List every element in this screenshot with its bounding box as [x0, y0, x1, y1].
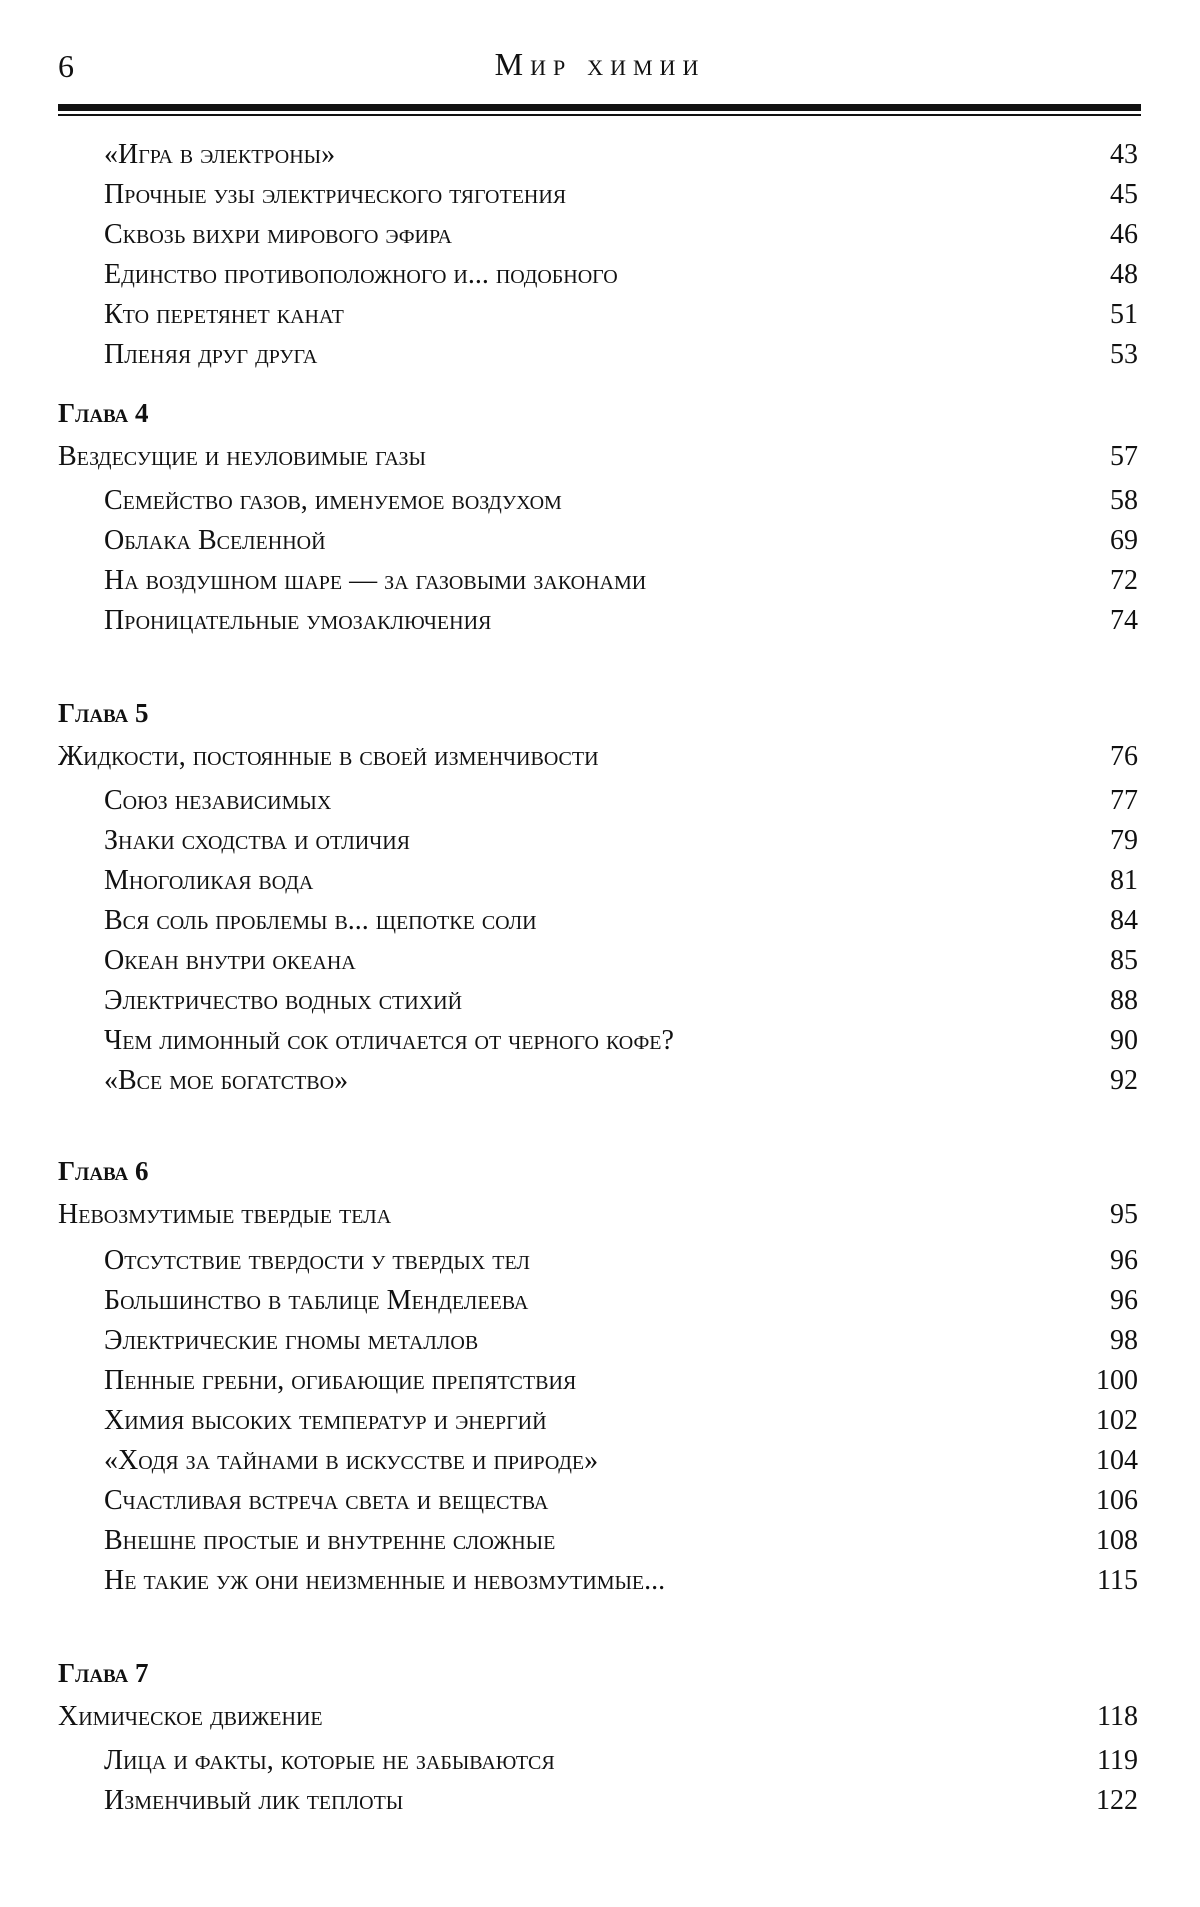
toc-entry-title: Изменчивый лик теплоты	[104, 1785, 404, 1816]
toc-entry-page: 96	[1110, 1285, 1138, 1316]
header-rule-thin	[58, 114, 1141, 116]
toc-entry-title: Невозмутимые твердые тела	[58, 1199, 392, 1230]
toc-entry	[0, 1521, 1200, 1561]
toc-entry-title: Чем лимонный сок отличается от черного кофе?	[104, 1025, 674, 1056]
toc-chapter-title	[0, 437, 1200, 477]
toc-chapter-title	[0, 1697, 1200, 1737]
toc-entry-title: Пленяя друг друга	[104, 339, 318, 370]
toc-entry-title: Отсутствие твердости у твердых тел	[104, 1245, 530, 1276]
toc-entry-page: 98	[1110, 1325, 1138, 1356]
toc-entry	[0, 781, 1200, 821]
toc-entry	[0, 1241, 1200, 1281]
toc-entry-page: 77	[1110, 785, 1138, 816]
toc-entry-page: 57	[1110, 441, 1138, 472]
toc-entry-page: 85	[1110, 945, 1138, 976]
toc-entry	[0, 135, 1200, 175]
toc-entry	[0, 295, 1200, 335]
toc-entry-page: 100	[1096, 1365, 1138, 1396]
toc-entry-title: Облака Вселенной	[104, 525, 326, 556]
toc-entry-page: 119	[1097, 1745, 1138, 1776]
toc-entry-page: 96	[1110, 1245, 1138, 1276]
toc-entry-title: Счастливая встреча света и вещества	[104, 1485, 549, 1516]
page-number: 6	[58, 48, 74, 84]
toc-entry	[0, 1321, 1200, 1361]
toc-entry-page: 79	[1110, 825, 1138, 856]
toc-entry-title: Кто перетянет канат	[104, 299, 344, 330]
toc-entry-page: 92	[1110, 1065, 1138, 1096]
toc-entry-title: «Все мое богатство»	[104, 1065, 349, 1096]
toc-entry-page: 104	[1096, 1445, 1138, 1476]
toc-entry-page: 81	[1110, 865, 1138, 896]
toc-entry-title: «Ходя за тайнами в искусстве и природе»	[104, 1445, 599, 1476]
toc-entry-page: 106	[1096, 1485, 1138, 1516]
toc-entry-page: 53	[1110, 339, 1138, 370]
chapter-heading: Глава 7	[58, 1658, 149, 1688]
toc-entry-title: Океан внутри океана	[104, 945, 356, 976]
toc-entry-page: 90	[1110, 1025, 1138, 1056]
toc-entry-title: Внешне простые и внутренне сложные	[104, 1525, 556, 1556]
toc-entry-title: Жидкости, постоянные в своей изменчивости	[58, 741, 599, 772]
toc-entry-title: Не такие уж они неизменные и невозмутимые...	[104, 1565, 666, 1596]
toc-entry	[0, 1281, 1200, 1321]
toc-entry	[0, 941, 1200, 981]
toc-entry-page: 108	[1096, 1525, 1138, 1556]
toc-entry-title: Прочные узы электрического тяготения	[104, 179, 567, 210]
toc-entry-title: Вездесущие и неуловимые газы	[58, 441, 426, 472]
toc-entry-title: Сквозь вихри мирового эфира	[104, 219, 452, 250]
chapter-heading: Глава 4	[58, 398, 149, 428]
toc-entry-title: Многоликая вода	[104, 865, 314, 896]
toc-entry-page: 74	[1110, 605, 1138, 636]
toc-entry-title: Семейство газов, именуемое воздухом	[104, 485, 562, 516]
header-rule-thick	[58, 104, 1141, 111]
toc-entry	[0, 1441, 1200, 1481]
toc-entry	[0, 1481, 1200, 1521]
toc-entry-page: 58	[1110, 485, 1138, 516]
toc-entry	[0, 175, 1200, 215]
toc-entry	[0, 601, 1200, 641]
toc-entry	[0, 215, 1200, 255]
toc-entry-title: Единство противоположного и... подобного	[104, 259, 618, 290]
toc-entry-title: «Игра в электроны»	[104, 139, 336, 170]
toc-entry-page: 122	[1096, 1785, 1138, 1816]
toc-entry	[0, 861, 1200, 901]
toc-entry-page: 69	[1110, 525, 1138, 556]
toc-entry	[0, 521, 1200, 561]
toc-entry-page: 46	[1110, 219, 1138, 250]
toc-entry-page: 48	[1110, 259, 1138, 290]
toc-entry	[0, 481, 1200, 521]
toc-entry	[0, 1401, 1200, 1441]
toc-entry-page: 45	[1110, 179, 1138, 210]
toc-entry-title: Проницательные умозаключения	[104, 605, 492, 636]
toc-entry	[0, 1741, 1200, 1781]
toc-entry	[0, 1561, 1200, 1601]
toc-entry-title: Союз независимых	[104, 785, 332, 816]
toc-entry-title: Химическое движение	[58, 1701, 323, 1732]
running-title: Мир химии	[494, 46, 706, 82]
toc-entry-page: 43	[1110, 139, 1138, 170]
toc-entry	[0, 255, 1200, 295]
toc-entry	[0, 1021, 1200, 1061]
toc-entry-page: 115	[1097, 1565, 1138, 1596]
toc-entry-page: 118	[1097, 1701, 1138, 1732]
toc-entry-title: Лица и факты, которые не забываются	[104, 1745, 555, 1776]
toc-entry-page: 102	[1096, 1405, 1138, 1436]
toc-entry	[0, 335, 1200, 375]
toc-entry-title: Химия высоких температур и энергий	[104, 1405, 547, 1436]
chapter-heading: Глава 6	[58, 1156, 149, 1186]
toc-entry-page: 76	[1110, 741, 1138, 772]
toc-entry-page: 95	[1110, 1199, 1138, 1230]
toc-entry	[0, 1061, 1200, 1101]
toc-chapter-title	[0, 737, 1200, 777]
toc-entry-title: Вся соль проблемы в... щепотке соли	[104, 905, 537, 936]
toc-entry-title: Знаки сходства и отличия	[104, 825, 411, 856]
toc-entry-page: 72	[1110, 565, 1138, 596]
toc-entry-title: Пенные гребни, огибающие препятствия	[104, 1365, 577, 1396]
toc-entry	[0, 561, 1200, 601]
toc-entry-page: 88	[1110, 985, 1138, 1016]
toc-entry	[0, 901, 1200, 941]
chapter-heading: Глава 5	[58, 698, 149, 728]
toc-entry-page: 51	[1110, 299, 1138, 330]
toc-entry-title: Большинство в таблице Менделеева	[104, 1285, 529, 1316]
toc-entry-title: Электричество водных стихий	[104, 985, 463, 1016]
toc-chapter-title	[0, 1195, 1200, 1235]
toc-entry	[0, 1361, 1200, 1401]
toc-entry	[0, 821, 1200, 861]
toc-entry-title: Электрические гномы металлов	[104, 1325, 479, 1356]
toc-entry	[0, 981, 1200, 1021]
toc-entry-title: На воздушном шаре — за газовыми законами	[104, 565, 647, 596]
toc-entry-page: 84	[1110, 905, 1138, 936]
toc-entry	[0, 1781, 1200, 1821]
